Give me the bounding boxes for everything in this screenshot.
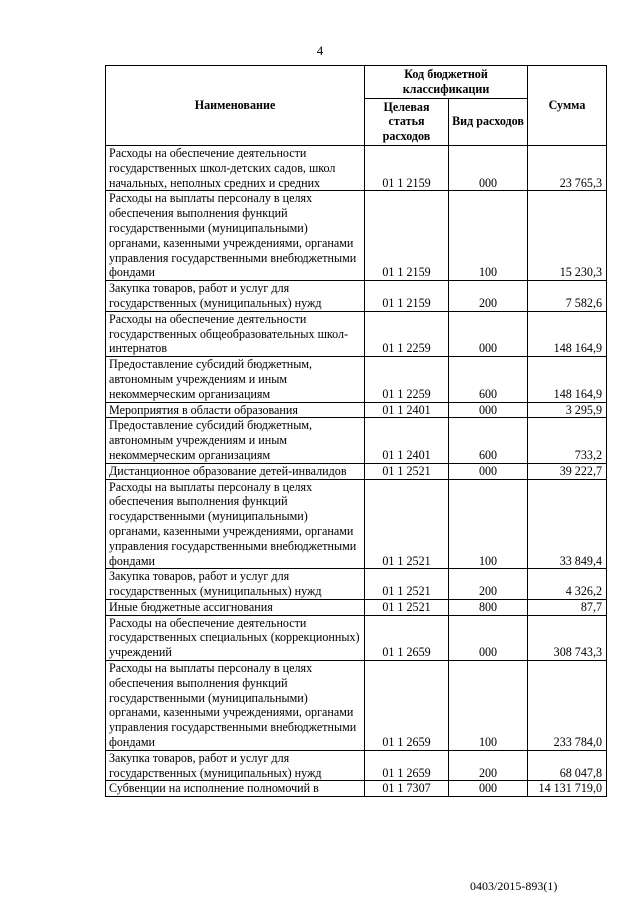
row-name-cell: Закупка товаров, работ и услуг для государственных (муниципальных) нужд <box>106 569 365 600</box>
row-type-cell: 100 <box>449 661 528 751</box>
table-row <box>106 615 607 660</box>
row-name-cell: Расходы на выплаты персоналу в целях обеспечения выполнения функций государственными (муниципальными) органами, казенными учреждениями, органами управления государственными внебюджетными фондами <box>106 191 365 281</box>
row-code-cell: 01 1 2521 <box>365 569 449 600</box>
row-type-cell: 800 <box>449 599 528 615</box>
row-code-cell: 01 1 2521 <box>365 463 449 479</box>
row-name-cell: Расходы на выплаты персоналу в целях обеспечения выполнения функций государственными (муниципальными) органами, казенными учреждениями, органами управления государственными внебюджетными фондами <box>106 479 365 569</box>
table-row <box>106 311 607 356</box>
row-name-cell: Предоставление субсидий бюджетным, автономным учреждениям и иным некоммерческим организациям <box>106 357 365 402</box>
table-row <box>106 479 607 569</box>
row-amount-cell: 33 849,4 <box>528 479 607 569</box>
header-amount: Сумма <box>528 66 607 146</box>
row-name-cell: Закупка товаров, работ и услуг для государственных (муниципальных) нужд <box>106 750 365 781</box>
row-name-cell: Расходы на обеспечение деятельности государственных школ-детских садов, школ начальных, неполных средних и средних <box>106 145 365 190</box>
row-amount-cell: 23 765,3 <box>528 145 607 190</box>
row-type-cell: 200 <box>449 750 528 781</box>
row-name-cell: Закупка товаров, работ и услуг для государственных (муниципальных) нужд <box>106 281 365 312</box>
row-type-cell: 600 <box>449 357 528 402</box>
row-code-cell: 01 1 2259 <box>365 311 449 356</box>
row-code-cell: 01 1 2159 <box>365 281 449 312</box>
row-amount-cell: 15 230,3 <box>528 191 607 281</box>
row-code-cell: 01 1 2159 <box>365 191 449 281</box>
row-type-cell: 000 <box>449 402 528 418</box>
table-row <box>106 661 607 751</box>
row-name-cell: Субвенции на исполнение полномочий в <box>106 781 365 797</box>
budget-table <box>105 65 607 797</box>
row-amount-cell: 3 295,9 <box>528 402 607 418</box>
row-type-cell: 000 <box>449 463 528 479</box>
row-code-cell: 01 1 2659 <box>365 615 449 660</box>
row-amount-cell: 39 222,7 <box>528 463 607 479</box>
table-row <box>106 357 607 402</box>
row-name-cell: Расходы на выплаты персоналу в целях обеспечения выполнения функций государственными (муниципальными) органами, казенными учреждениями, органами управления государственными внебюджетными фондами <box>106 661 365 751</box>
table-body <box>106 145 607 796</box>
row-name-cell: Расходы на обеспечение деятельности государственных специальных (коррекционных) учреждений <box>106 615 365 660</box>
row-code-cell: 01 1 2159 <box>365 145 449 190</box>
header-expense-type: Вид расходов <box>449 98 528 145</box>
row-name-cell: Расходы на обеспечение деятельности государственных общеобразовательных школ-интернатов <box>106 311 365 356</box>
row-type-cell: 000 <box>449 311 528 356</box>
row-amount-cell: 4 326,2 <box>528 569 607 600</box>
row-name-cell: Мероприятия в области образования <box>106 402 365 418</box>
row-code-cell: 01 1 2659 <box>365 750 449 781</box>
row-type-cell: 600 <box>449 418 528 463</box>
table-row <box>106 418 607 463</box>
page-number: 4 <box>316 43 324 58</box>
header-target-article: Целевая статья расходов <box>365 98 449 145</box>
table-row <box>106 781 607 797</box>
table-row <box>106 145 607 190</box>
table-row <box>106 750 607 781</box>
table-row <box>106 281 607 312</box>
row-type-cell: 200 <box>449 281 528 312</box>
row-type-cell: 200 <box>449 569 528 600</box>
row-amount-cell: 733,2 <box>528 418 607 463</box>
row-amount-cell: 233 784,0 <box>528 661 607 751</box>
row-type-cell: 100 <box>449 479 528 569</box>
row-type-cell: 000 <box>449 615 528 660</box>
document-code: 0403/2015-893(1) <box>470 879 558 893</box>
header-budget-code: Код бюджетной классификации <box>365 66 528 99</box>
row-code-cell: 01 1 7307 <box>365 781 449 797</box>
header-name: Наименование <box>106 66 365 146</box>
row-amount-cell: 68 047,8 <box>528 750 607 781</box>
table-row <box>106 191 607 281</box>
row-code-cell: 01 1 2259 <box>365 357 449 402</box>
table-row <box>106 599 607 615</box>
row-amount-cell: 148 164,9 <box>528 357 607 402</box>
row-amount-cell: 148 164,9 <box>528 311 607 356</box>
row-type-cell: 100 <box>449 191 528 281</box>
row-amount-cell: 14 131 719,0 <box>528 781 607 797</box>
row-amount-cell: 7 582,6 <box>528 281 607 312</box>
row-name-cell: Дистанционное образование детей-инвалидов <box>106 463 365 479</box>
row-name-cell: Предоставление субсидий бюджетным, автономным учреждениям и иным некоммерческим организациям <box>106 418 365 463</box>
table-row <box>106 569 607 600</box>
row-code-cell: 01 1 2521 <box>365 599 449 615</box>
budget-table-container <box>105 65 607 797</box>
row-type-cell: 000 <box>449 145 528 190</box>
row-code-cell: 01 1 2401 <box>365 402 449 418</box>
row-code-cell: 01 1 2401 <box>365 418 449 463</box>
row-name-cell: Иные бюджетные ассигнования <box>106 599 365 615</box>
row-code-cell: 01 1 2659 <box>365 661 449 751</box>
row-code-cell: 01 1 2521 <box>365 479 449 569</box>
row-type-cell: 000 <box>449 781 528 797</box>
table-row <box>106 463 607 479</box>
row-amount-cell: 308 743,3 <box>528 615 607 660</box>
row-amount-cell: 87,7 <box>528 599 607 615</box>
table-row <box>106 402 607 418</box>
